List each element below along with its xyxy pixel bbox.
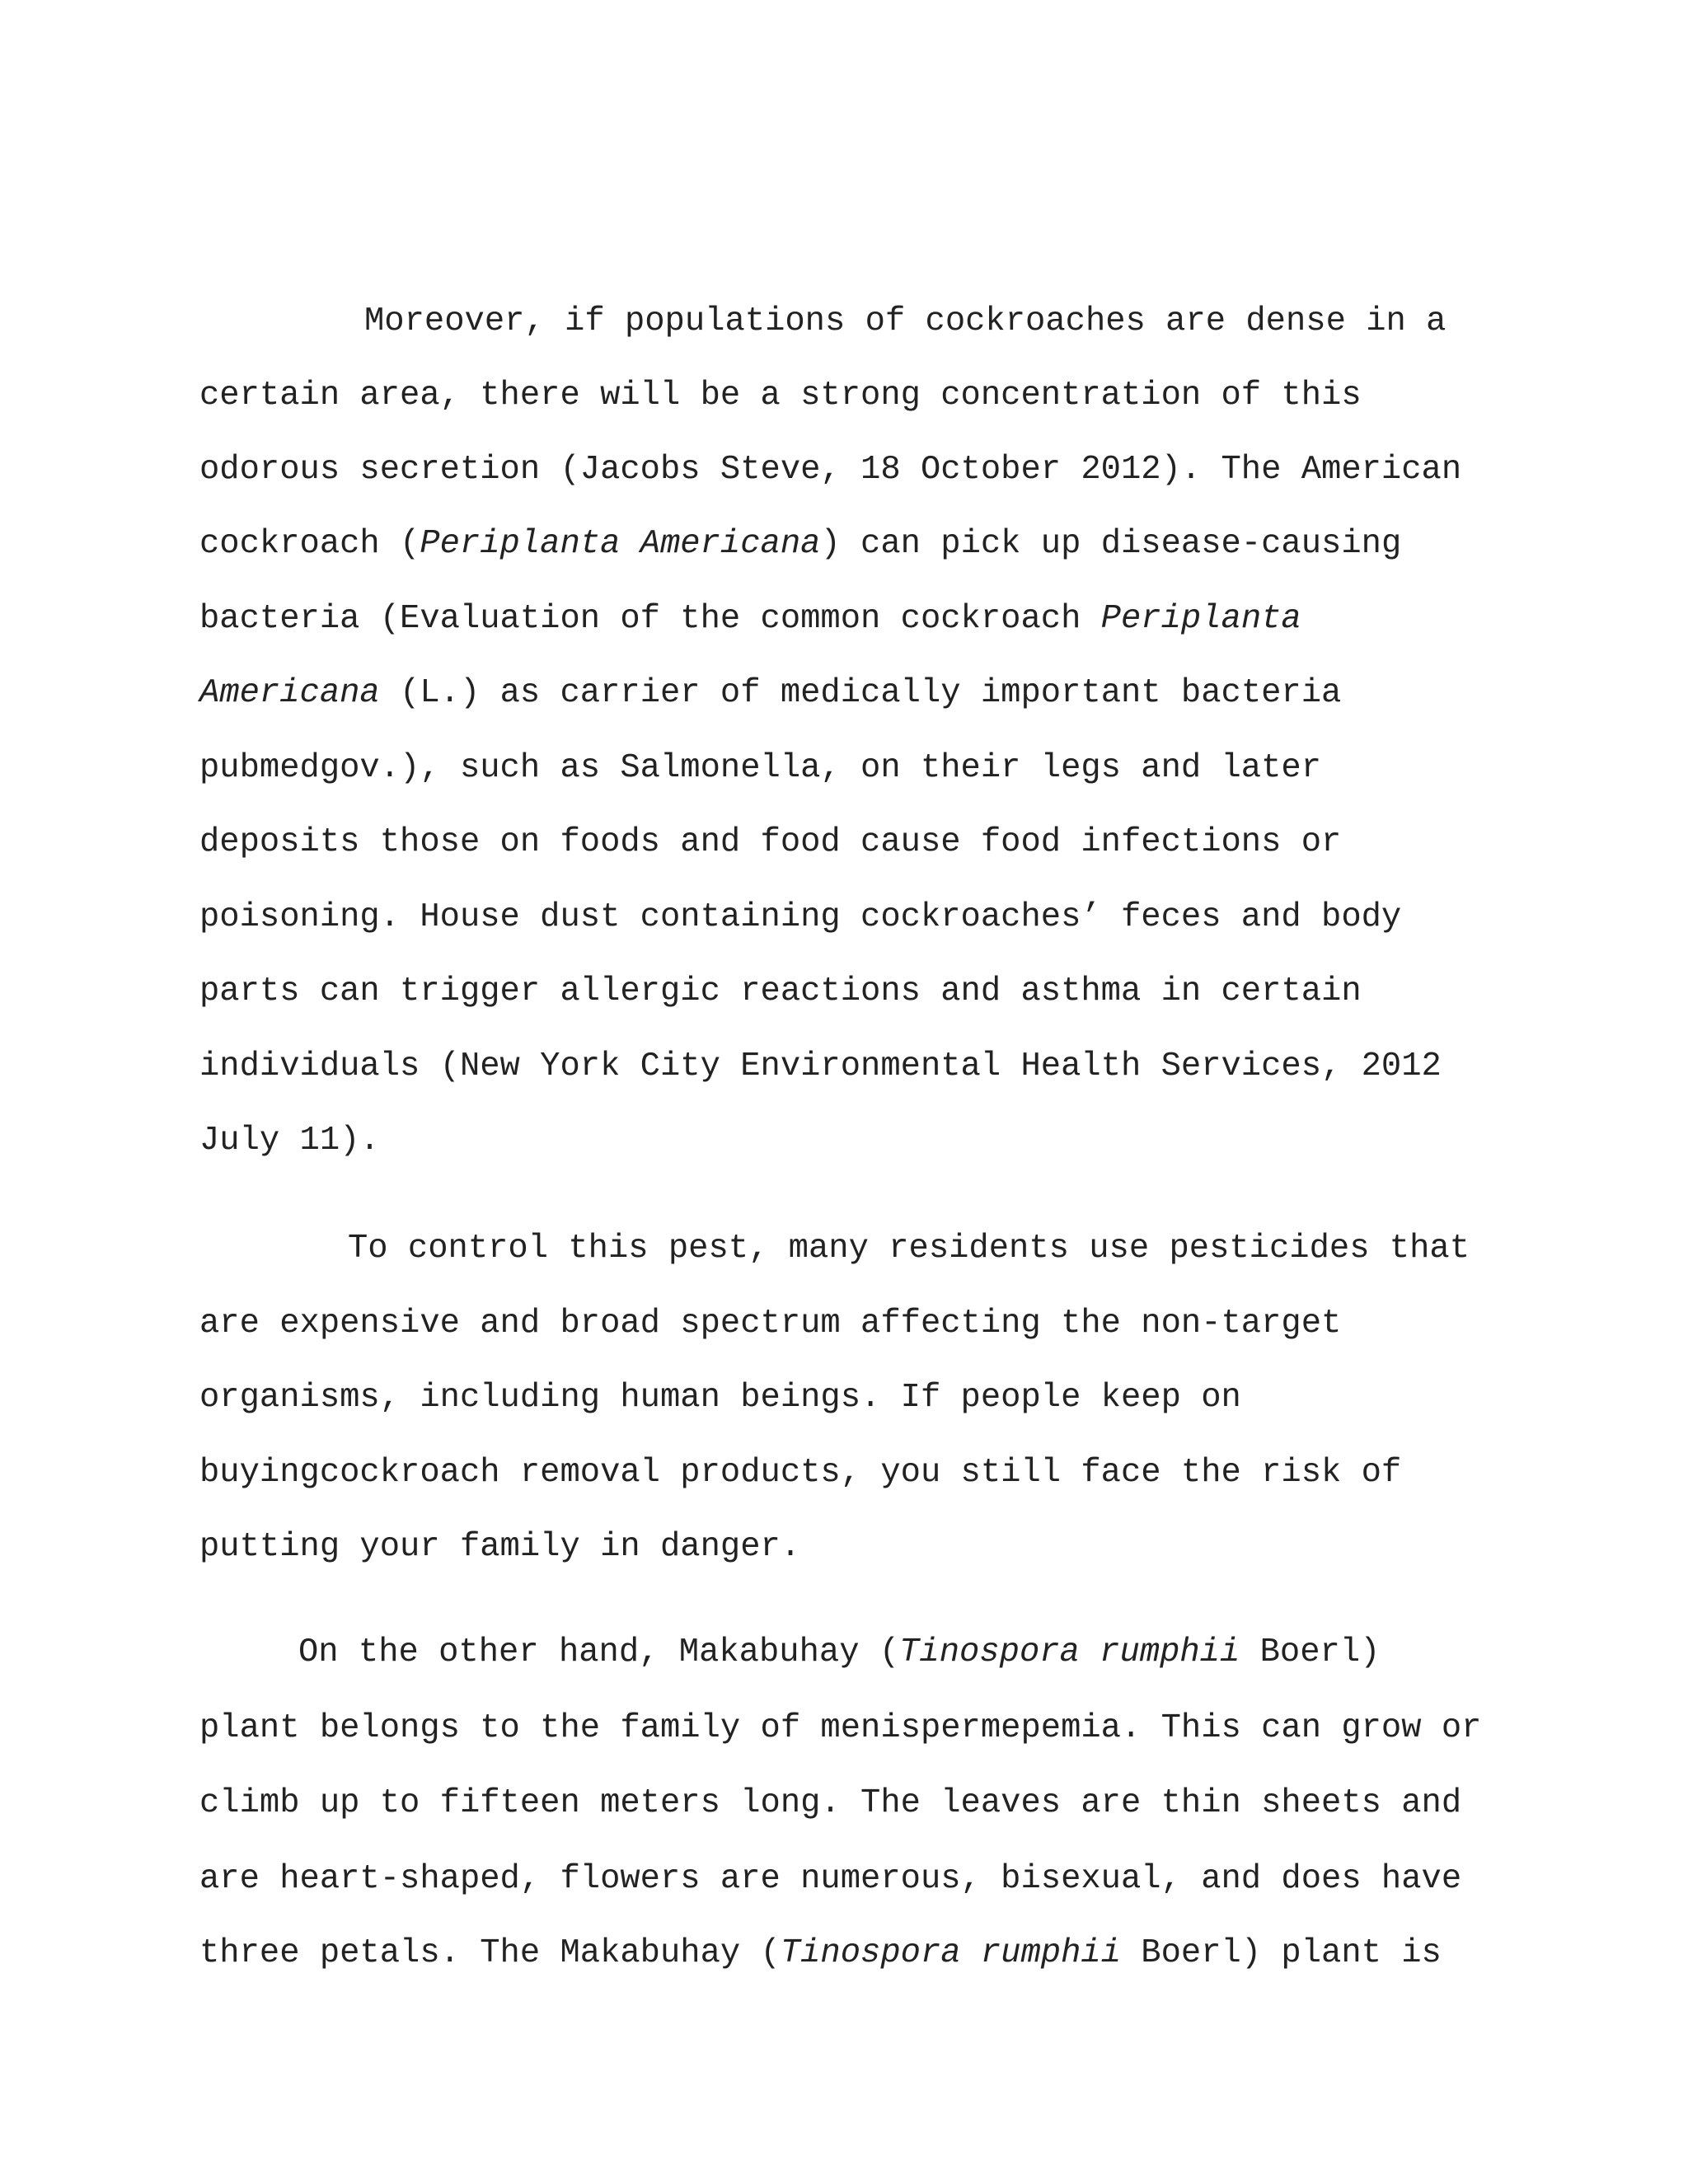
species-name-italic: Tinospora rumphii [899,1633,1240,1671]
paragraph-1-line-3: odorous secretion (Jacobs Steve, 18 October 2012). The American [199,451,1462,489]
paragraph-3-line-5 [199,1934,1442,1972]
paragraph-1-line-6 [199,674,1342,712]
paragraph-1-line-4 [199,527,1401,561]
text-run: Boerl) plant is [1121,1934,1442,1972]
paragraph-1-line-11: individuals (New York City Environmental Health Services, 2012 [199,1047,1442,1085]
paragraph-2-line-3: organisms, including human beings. If people keep on [199,1379,1241,1417]
text-run: (L.) as carrier of medically important bacteria [379,674,1342,712]
paragraph-2-line-2: are expensive and broad spectrum affecting the non-target [199,1305,1342,1343]
paragraph-1-line-9: poisoning. House dust containing cockroaches’ feces and body [199,898,1402,936]
paragraph-1-line-12: July 11). [199,1122,380,1160]
paragraph-1-line-1: Moreover, if populations of cockroaches are dense in a [364,302,1447,340]
paragraph-2-line-4: buyingcockroach removal products, you still face the risk of [199,1454,1402,1492]
paragraph-2-line-1: To control this pest, many residents use pesticides that [348,1230,1470,1268]
species-name-italic: Periplanta Americana [420,525,821,563]
text-run: ) can pick up disease-causing [820,525,1402,563]
species-name-italic: Periplanta [1100,600,1301,638]
text-run: three petals. The Makabuhay ( [199,1934,781,1972]
paragraph-1-line-10: parts can trigger allergic reactions and asthma in certain [199,972,1362,1010]
paragraph-1-line-5 [199,602,1301,636]
paragraph-3-line-2: plant belongs to the family of menispermepemia. This can grow or [199,1709,1482,1747]
text-run: On the other hand, Makabuhay ( [298,1633,900,1671]
paragraph-1-line-2: certain area, there will be a strong concentration of this [199,377,1362,415]
species-name-italic: Americana [199,674,380,712]
paragraph-1-line-7: pubmedgov.), such as Salmonella, on their legs and later [199,749,1322,787]
paragraph-1-line-8: deposits those on foods and food cause food infections or [199,823,1342,861]
paragraph-3-line-1 [298,1633,1381,1671]
text-run: cockroach ( [199,525,420,563]
paragraph-3-line-3: climb up to fifteen meters long. The leaves are thin sheets and [199,1784,1462,1822]
text-run: bacteria (Evaluation of the common cockroach [199,600,1101,638]
text-run: Boerl) [1240,1633,1381,1671]
paragraph-3-line-4: are heart-shaped, flowers are numerous, bisexual, and does have [199,1860,1462,1898]
paragraph-2-line-5: putting your family in danger. [199,1528,801,1566]
species-name-italic: Tinospora rumphii [780,1934,1121,1972]
